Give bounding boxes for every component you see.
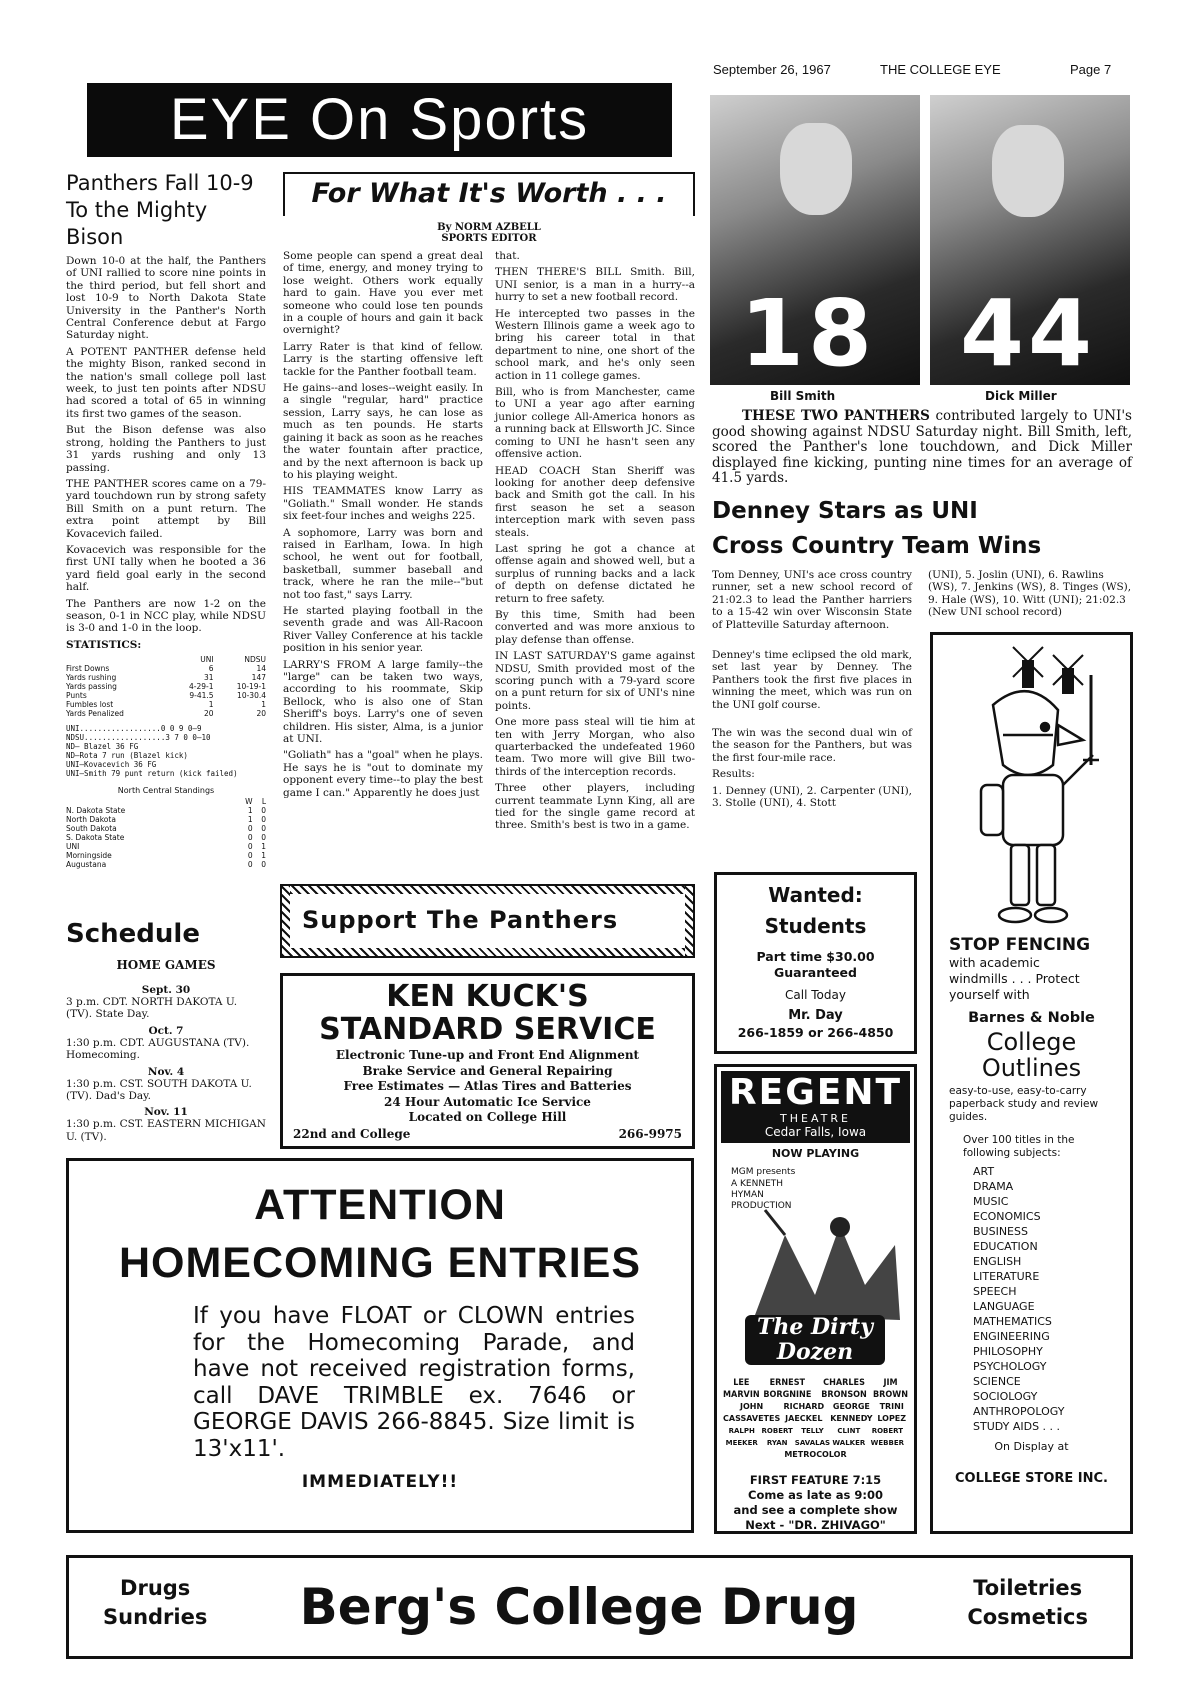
wanted-ad [714,872,917,1054]
stats-row [66,700,266,709]
stat-ndsu: 1 [261,700,266,710]
team-wins: 1 [247,815,253,825]
column-paragraph: He intercepted two passes in the Western Illinois game a week ago to bring his career total in that department to nine, one short of the school mark, and he's only seen action in 11 college games. [495,307,695,382]
column-paragraph: One more pass steal will tie him at ten with Jerry Morgan, who also quarterbacked the undefeated 1960 team. Two more will give Bill two-thirds of the interception records. [495,716,695,778]
subject-item: SCIENCE [973,1375,1021,1388]
column-paragraph: Bill, who is from Manchester, came to UNI a year ago after earning junior college All-America honors as a running back at Ellsworth JC. Since coming to UNI he hasn't seen any offensive action. [495,386,695,461]
standings-header-cell: L [261,797,266,807]
cast-name: TELLY SAVALAS [794,1427,831,1447]
attention-subtitle: HOMECOMING ENTRIES [118,1239,642,1287]
stats-header-cell: NDSU [244,655,266,665]
scoring-line: ND—Rota 7 run (Blazel kick) [66,751,188,761]
game-text: 1:30 p.m. CDT. AUGUSTANA (TV). Homecoming. [66,1036,250,1062]
display-note: On Display at [994,1440,1069,1453]
knight-illustration [933,635,1130,935]
presents-line-2: A KENNETH HYMAN PRODUCTION [731,1179,792,1211]
fencing-line: yourself with [949,987,1030,1002]
wanted-phones: 266-1859 or 266-4850 [737,1025,894,1040]
now-playing: NOW PLAYING [771,1147,860,1160]
column-paragraph: He gains--and loses--weight easily. In a single "regular, hard" practice session, Larry says, he can lose as much as ten pounds. He starts gaining it back as soon as he reaches the water fountain after practice, and by the next afternoon is back up to his playing weight. [283,382,483,481]
team-losses: 0 [261,806,266,816]
product-line-1: College [986,1028,1077,1056]
standings-row [66,851,266,860]
team-wins: 0 [247,824,253,834]
next-feature: Next - "DR. ZHIVAGO" [745,1518,886,1532]
denney-headline-1: Denney Stars as UNI [712,498,978,524]
photo-caption-left: Bill Smith [770,389,836,403]
column-paragraph: IN LAST SATURDAY'S game against NDSU, Smith provided most of the scoring punch with a 79-yard score on a punt return for six of UNI's nine points. [495,650,695,712]
column-left [283,250,483,803]
stats-header-cell [66,655,170,664]
stat-ndsu: 10-19-1 [236,682,266,692]
standings-row [66,860,266,869]
stat-ndsu: 20 [256,709,266,719]
game-text: 3 p.m. CDT. NORTH DAKOTA U. (TV). State Day. [66,996,238,1021]
service-line: Brake Service and General Repairing [362,1063,613,1078]
team-wins: 1 [247,806,253,816]
stat-label: Punts [66,691,87,701]
team-losses: 1 [261,851,266,861]
stat-label: Yards rushing [66,673,117,683]
scoring-line: NDSU..................3 7 0 0—10 [66,733,211,743]
stat-uni: 1 [208,700,214,710]
bergs-ad [66,1555,1133,1659]
column-paragraph: HIS TEAMMATES know Larry as "Goliath." Small wonder. He stands six feet-four inches and weighs 225. [283,485,483,523]
cast-name: ERNEST BORGNINE [763,1378,812,1400]
schedule-title: Schedule [66,919,200,949]
scoring-line: UNI..................0 0 9 0—9 [66,724,202,734]
subject-item: LANGUAGE [973,1300,1035,1313]
cutline-text: contributed largely to UNI's good showing against NDSU Saturday night. Bill Smith, left, scored the Panther's lone touchdown, and Dick Miller displayed fine kicking, punting nine times for an average of 41.5 yards. [712,408,1132,486]
dick-miller-photo [930,95,1130,385]
face-shape [992,125,1064,217]
movie-poster [725,1165,906,1375]
team-losses: 0 [261,815,266,825]
subject-list [973,1164,1114,1434]
cast-name: RALPH MEEKER [725,1427,758,1447]
bergs-left-1: Drugs [120,1576,191,1600]
service-line: Electronic Tune-up and Front End Alignment [335,1048,640,1062]
column-paragraph: By this time, Smith had been converted and was more anxious to play defense than offense. [495,608,695,646]
stats-header-cell: UNI [200,655,214,665]
service-line: Free Estimates — Atlas Tires and Batteries [343,1079,632,1093]
subject-item: PSYCHOLOGY [973,1360,1047,1373]
wanted-subtitle: Students [764,914,867,938]
face-shape [780,123,852,215]
game-text: 1:30 p.m. CST. SOUTH DAKOTA U. (TV). Dad's Day. [66,1077,252,1103]
stats-row [66,664,266,673]
subject-item: LITERATURE [973,1270,1040,1283]
column-paragraph: Last spring he got a chance at offense again and showed well, but a surplus of running backs and a lack of depth on defense dictated he return to free safety. [495,542,695,605]
stats-label: STATISTICS: [66,638,142,651]
issue-date: September 26, 1967 [713,62,831,77]
game-date: Sept. 30 [141,984,191,996]
cast-name: ROBERT WEBBER [870,1427,905,1447]
standings-header-cell: W [245,797,253,807]
hatch-border-right [685,886,693,956]
story-paragraph: Down 10-0 at the half, the Panthers of UNI rallied to score nine points in the third period, but fell short and lost 10-9 to North Dakota State University in the Panther's North Central Conference debut at Fargo Saturday night. [66,255,266,342]
windmill-icon [1013,647,1083,693]
team-losses: 0 [261,824,266,834]
paper-name: THE COLLEGE EYE [880,62,1001,77]
stats-row [66,673,266,682]
store-name: COLLEGE STORE INC. [954,1471,1108,1486]
team-wins: 0 [247,851,253,861]
cast-row [723,1401,908,1425]
cast-name: TRINI LOPEZ [877,1402,907,1423]
kenkuck-footer [283,1126,692,1143]
results-continued: (UNI), 5. Joslin (UNI), 6. Rawlins (WS), 7. Jenkins (WS), 8. Tinges (WS), 9. Hale (WS), 10. Witt (UNI); 21:02.3 (New UNI school record) [928,569,1132,619]
theatre-label: THEATRE [780,1112,851,1125]
subject-item: SOCIOLOGY [973,1390,1038,1403]
stat-label: Yards Penalized [66,709,124,719]
complete-show: and see a complete show [733,1503,898,1517]
column-paragraph: LARRY'S FROM A large family--the "large" can be taken two ways, according to his roommate, Skip Bellock, who is also one of Stan Sheriff's boys. Larry's one of seven children. His sister, Alma, is a junior at UNI. [283,658,483,746]
subject-item: STUDY AIDS . . . [973,1420,1061,1433]
jersey-number: 44 [960,280,1097,385]
color-process: METROCOLOR [784,1450,847,1459]
stat-label: Fumbles lost [66,700,114,710]
cast-name: RICHARD JAECKEL [783,1402,825,1423]
presents-line-1: MGM presents [731,1167,796,1177]
panthers-headline: Panthers Fall 10-9 To the Mighty Bison [66,171,254,249]
team-wins: 0 [247,833,253,843]
stat-uni: 4-29-1 [189,682,214,692]
subject-item: ENGINEERING [973,1330,1050,1343]
stat-ndsu: 147 [251,673,266,683]
story-paragraph: The Panthers are now 1-2 on the season, 0-1 in NCC play, while NDSU is 3-0 and 1-0 in the loop. [66,597,266,635]
attention-urgent: IMMEDIATELY!! [301,1472,459,1492]
brand-name: Barnes & Noble [968,1010,1095,1026]
sports-banner [87,83,672,157]
subject-item: PHILOSOPHY [973,1345,1043,1358]
team-name: North Dakota [66,815,116,825]
column-paragraph: Three other players, including current teammate Lynn King, all are tied for the single game record at three. Smith's best is two in a game. [495,782,695,832]
kenkuck-subtitle: STANDARD SERVICE [319,1012,656,1047]
team-wins: 0 [247,842,253,852]
scoring-line: ND— Blazel 36 FG [66,742,139,752]
standings-title: North Central Standings [117,786,215,796]
standings-row [66,806,266,815]
stat-label: Yards passing [66,682,117,692]
photo-caption-right: Dick Miller [985,389,1057,403]
subject-item: ECONOMICS [973,1210,1041,1223]
fencing-title: STOP FENCING [949,935,1091,955]
stat-label: First Downs [66,664,110,674]
showtime: FIRST FEATURE 7:15 [749,1473,882,1487]
scoring-line: UNI—Kovacevich 36 FG [66,760,157,770]
denney-left-column [712,569,912,814]
team-name: UNI [66,842,80,852]
team-name: Morningside [66,851,112,861]
cutline-lead: THESE TWO PANTHERS [742,408,930,424]
attention-ad [66,1158,694,1533]
column-byline: By NORM AZBELL [437,222,541,233]
column-paragraph: He started playing football in the seventh grade and was All-Racoon River Valley Conference at his tackle position in his senior year. [283,604,483,655]
stat-uni: 31 [203,673,214,683]
jersey-number: 18 [740,280,877,385]
subject-item: BUSINESS [973,1225,1028,1238]
stat-uni: 6 [208,664,214,674]
standings-row [66,815,266,824]
column-byline-block [283,222,695,244]
column-title-box [283,172,695,216]
wanted-call: Call Today [785,988,846,1002]
bergs-name: Berg's College Drug [299,1578,859,1636]
schedule-subtitle: HOME GAMES [116,958,216,972]
denney-paragraph: The win was the second dual win of the season for the Panthers, but was the first four-mile race. [712,727,912,764]
support-text: Support The Panthers [302,906,619,934]
subject-item: MATHEMATICS [973,1315,1052,1328]
knight-icon [981,675,1099,922]
page-number: Page 7 [1070,62,1112,77]
game-text: 1:30 p.m. CST. EASTERN MICHIGAN U. (TV). [66,1118,266,1143]
team-name: S. Dakota State [66,833,125,843]
story-paragraph: But the Bison defense was also strong, holding the Panthers to just 31 yards rushing and only 13 passing. [66,424,266,474]
product-line-2: Outlines [981,1054,1082,1082]
team-losses: 0 [261,833,266,843]
regent-ad [714,1064,917,1534]
support-banner [280,884,695,958]
denney-paragraph: Tom Denney, UNI's ace cross country runner, set a new school record of 21:02.3 to lead the Panther harriers to a 15-42 win over Wisconsin State of Platteville Saturday afternoon. [712,569,912,631]
denney-right-column [928,569,1133,623]
theatre-city: Cedar Falls, Iowa [764,1125,867,1139]
cast-name: ROBERT RYAN [761,1427,793,1447]
movie-title-plate [745,1315,885,1365]
standings-row [66,824,266,833]
cast-name: CHARLES BRONSON [821,1378,867,1400]
schedule-box [66,918,266,1147]
denney-headline-2: Cross Country Team Wins [712,533,1042,559]
team-losses: 0 [261,860,266,870]
column-paragraph: THEN THERE'S BILL Smith. Bill, UNI senior, is a man in a hurry--a hurry to set a new football record. [495,266,695,304]
bergs-right [967,1574,1088,1632]
team-wins: 0 [247,860,253,870]
cast-name: CLINT WALKER [832,1427,866,1447]
hatch-border-top [282,886,693,894]
late-entry: Come as late as 9:00 [748,1488,883,1502]
kenkuck-title: KEN KUCK'S [386,979,589,1014]
product-description: easy-to-use, easy-to-carry paperback study and review guides. [949,1085,1099,1123]
game-date: Nov. 4 [147,1065,185,1078]
column-paragraph: A sophomore, Larry was born and raised in Earlham, Iowa. In high school, he went out for football, basketball, summer baseball and track, where he ran the mile--"but not too fast," says Larry. [283,526,483,601]
subject-item: EDUCATION [973,1240,1038,1253]
kenkuck-address: 22nd and College [293,1126,411,1141]
story-paragraph: Kovacevich was responsible for the first UNI tally when he booted a 36 yard field goal early in the second half. [66,543,266,594]
bergs-right-2: Cosmetics [967,1605,1088,1629]
stat-uni: 9-41.5 [189,691,214,701]
results-text: 1. Denney (UNI), 2. Carpenter (UNI), 3. Stolle (UNI), 4. Stott [712,784,912,810]
stats-table [66,655,266,718]
team-losses: 1 [261,842,266,852]
subject-item: SPEECH [973,1285,1017,1298]
standings-header-row [66,797,266,806]
stat-ndsu: 14 [256,664,266,674]
soldiers-illustration [745,1205,905,1325]
cast-name: JOHN CASSAVETES [723,1402,781,1423]
column-role: SPORTS EDITOR [441,233,537,244]
fencing-line: with academic [949,955,1040,970]
team-name: South Dakota [66,824,117,834]
standings-table [66,797,266,869]
cast-row [723,1425,908,1449]
regent-marquee [721,1071,910,1143]
bergs-left [103,1574,207,1632]
stats-header-row [66,655,266,664]
kenkuck-phone: 266-9975 [618,1126,682,1141]
denney-paragraph: Denney's time eclipsed the old mark, set last year by Denney. The Panthers took the first five places in winning the meet, which was run on the UNI golf course. [712,649,912,711]
wanted-contact: Mr. Day [788,1008,843,1023]
bill-smith-photo [710,95,920,385]
banner-title: EYE On Sports [169,87,590,152]
stats-row [66,691,266,700]
column-title: For What It's Worth . . . [311,178,667,209]
standings-header-cell [66,797,232,806]
titles-count: Over 100 titles in the following subjects: [963,1134,1075,1159]
cast-row [723,1377,908,1401]
scoring-line: UNI—Smith 79 punt return (kick failed) [66,769,238,779]
wanted-title: Wanted: [768,883,863,907]
subject-item: MUSIC [973,1195,1009,1208]
stats-row [66,682,266,691]
standings-row [66,833,266,842]
subject-item: ART [973,1165,995,1178]
story-paragraph: THE PANTHER scores came on a 79-yard touchdown run by strong safety Bill Smith on a punt return. The extra point attempt by Bill Kovacevich failed. [66,477,266,540]
standings-row [66,842,266,851]
attention-title: ATTENTION [254,1181,506,1229]
theatre-name: REGENT [728,1072,903,1113]
hatch-border-left [282,886,290,956]
column-right [495,250,695,836]
column-paragraph: Larry Rater is that kind of fellow. Larry is the starting offensive left tackle for the Panther football team. [283,340,483,378]
photo-cutline [712,409,1132,487]
subject-item: DRAMA [973,1180,1014,1193]
team-name: Augustana [66,860,107,870]
hatch-border-bottom [282,948,693,956]
service-line: Located on College Hill [408,1110,567,1124]
panthers-story [66,170,266,869]
bergs-right-1: Toiletries [973,1576,1083,1600]
team-name: N. Dakota State [66,806,126,816]
wanted-guarantee: Guaranteed [774,965,857,980]
cast-name: LEE MARVIN [723,1378,760,1400]
barnes-noble-ad [930,632,1133,1534]
results-label: Results: [712,768,755,781]
attention-body: If you have FLOAT or CLOWN entries for the Homecoming Parade, and have not received registration forms, call DAVE TRIMBLE ex. 7646 or GEORGE DAVIS 266-8845. Size limit is 13'x11'. [193,1303,635,1462]
cast-name: JIM BROWN [873,1378,908,1400]
column-paragraph: "Goliath" has a "goal" when he plays. He says he is "out to dominate my opponent every time--to play the best game I can." Apparently he does just [283,749,483,799]
stats-row [66,709,266,718]
stat-ndsu: 10-30.4 [237,691,266,701]
game-date: Nov. 11 [144,1106,188,1119]
column-paragraph: that. [495,250,520,262]
subject-item: ENGLISH [973,1255,1022,1268]
story-paragraph: A POTENT PANTHER defense held the mighty Bison, ranked second in the nation's small college poll last week, to just ten points after NDSU had scored a total of 65 in winning its first two games of the season. [66,345,266,420]
bergs-left-2: Sundries [103,1605,208,1629]
service-line: 24 Hour Automatic Ice Service [384,1094,591,1109]
ken-kuck-ad [280,973,695,1149]
subject-item: ANTHROPOLOGY [973,1405,1065,1418]
cast-name: GEORGE KENNEDY [830,1402,873,1423]
fencing-line: windmills . . . Protect [949,971,1080,986]
game-date: Oct. 7 [148,1024,184,1037]
stat-uni: 20 [203,709,214,719]
column-paragraph: Some people can spend a great deal of time, energy, and money trying to lose weight. Others work equally hard to gain. Have you ever met someone who could lose ten pounds in a couple of hours and gain it back overnight? [283,250,483,337]
column-paragraph: HEAD COACH Stan Sheriff was looking for another deep defensive back and Smith got the call. In his first season he set a season interception mark with seven pass steals. [495,464,695,539]
movie-title: The Dirty Dozen [757,1314,873,1365]
wanted-pay: Part time $30.00 [756,949,875,964]
